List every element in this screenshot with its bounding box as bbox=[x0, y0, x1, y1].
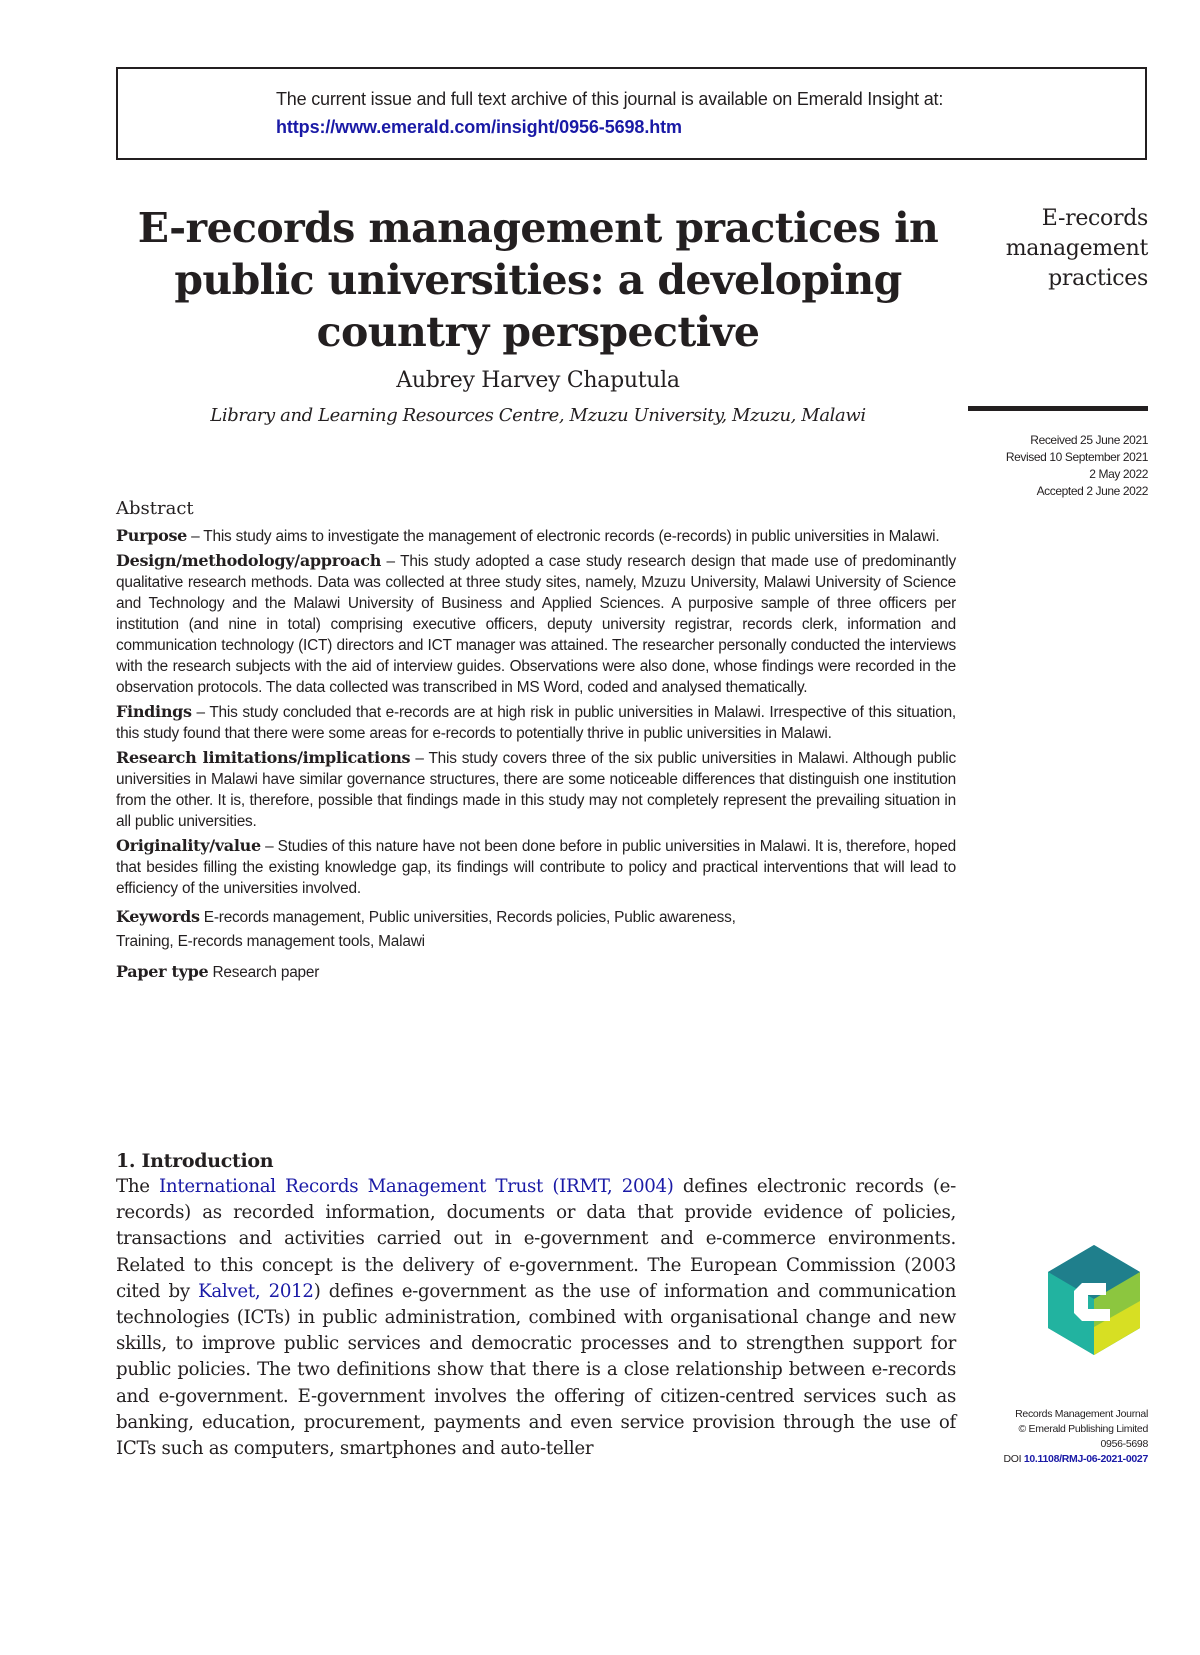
emerald-logo-icon bbox=[1048, 1245, 1140, 1355]
paper-type bbox=[116, 960, 956, 985]
article-dates bbox=[1006, 432, 1148, 500]
archive-url-link[interactable]: https://www.emerald.com/insight/0956-5698.htm bbox=[276, 117, 682, 137]
abstract-text: This study concluded that e-records are at high risk in public universities in Malawi. Irrespective of this situation, this study found that there were some areas for e-records to potentially thrive in public universities in Malawi. bbox=[116, 704, 957, 742]
paper-type-value: Research paper bbox=[212, 964, 320, 981]
article-title: E-records management practices in public universities: a developing country perspective bbox=[137, 204, 939, 356]
abstract-findings: Findings – This study concluded that e-records are at high risk in public universities in Malawi. Irrespective of this situation, this study found that there were some areas for e-records to potentially thrive in public universities in Malawi. bbox=[116, 702, 957, 742]
running-head bbox=[1006, 204, 1148, 294]
date-received: Received 25 June 2021 bbox=[1030, 433, 1148, 447]
introduction-section bbox=[116, 1150, 956, 1462]
abstract-heading: Abstract bbox=[116, 498, 194, 519]
journal-copyright: © Emerald Publishing Limited bbox=[1018, 1423, 1148, 1435]
keywords-label: Keywords bbox=[116, 907, 200, 926]
abstract-originality: Originality/value – Studies of this nature have not been done before in public universities in Malawi. It is, therefore, hoped that besides filling the existing knowledge gap, its findings will contribute to policy and practical interventions that will lead to efficiency of the universities involved. bbox=[116, 836, 956, 897]
abstract-limitations: Research limitations/implications – This study covers three of the six public universities in Malawi. Although public universities in Malawi have similar governance structures, there are some noticeable differences that distinguish one institution from the other. It is, therefore, possible that findings made in this study may not completely represent the prevailing situation in all public universities. bbox=[116, 748, 957, 830]
intro-text: ) defines e-government as the use of information and communication technologies (ICTs) in public administration, combined with organisational change and new skills, to improve public services and democratic processes and to strengthen support for public policies. The two definitions show that there is a close relationship between e-records and e-government. E-government involves the offering of citizen-centred services such as banking, education, procurement, payments and even service provision through the use of ICTs such as computers, smartphones and auto-teller bbox=[116, 1280, 957, 1460]
abstract-label: Design/methodology/approach bbox=[116, 551, 382, 570]
keywords bbox=[116, 905, 956, 954]
abstract-design: Design/methodology/approach – This study adopted a case study research design that made use of predominantly qualitative research methods. Data was collected at three study sites, namely, Mzuzu University, Malawi University of Science and Technology and the Malawi University of Business and Applied Sciences. A purposive sample of three officers per institution (and nine in total) comprising executive officers, deputy university registrar, records clerk, information and communication technology (ICT) directors and ICT manager was attained. The researcher personally conducted the interviews with the research subjects with the aid of interview guides. Observations were also done, whose findings were recorded in the observation protocols. The data collected was transcribed in MS Word, coded and analysed thematically. bbox=[116, 551, 957, 696]
abstract-text: Studies of this nature have not been done before in public universities in Malawi. It is, therefore, hoped that besides filling the existing knowledge gap, its findings will contribute to policy and practical interventions that will lead to efficiency of the universities involved. bbox=[116, 838, 956, 897]
abstract-text: This study aims to investigate the management of electronic records (e-records) in public universities in Malawi. bbox=[203, 528, 940, 545]
date-revised-2: 2 May 2022 bbox=[1089, 467, 1148, 481]
citation-link-kalvet[interactable]: Kalvet, 2012 bbox=[198, 1280, 314, 1302]
keywords-line: E-records management, Public universities, Records policies, Public awareness, bbox=[203, 909, 736, 926]
intro-text: The bbox=[116, 1176, 160, 1197]
archive-notice-text: The current issue and full text archive of this journal is available on Emerald Insight at: bbox=[276, 89, 944, 109]
abstract-label: Findings bbox=[116, 702, 192, 721]
abstract-label: Research limitations/implications bbox=[116, 748, 411, 767]
abstract-text: This study adopted a case study research design that made use of predominantly qualitative research methods. Data was collected at three study sites, namely, Mzuzu University, Malawi University of Science and Technology and the Malawi University of Business and Applied Sciences. A purposive sample of three officers per institution (and nine in total) comprising executive officers, deputy university registrar, records clerk, information and communication technology (ICT) directors and ICT manager was attained. The researcher personally conducted the interviews with the research subjects with the aid of interview guides. Observations were also done, whose findings were recorded in the observation protocols. The data collected was transcribed in MS Word, coded and analysed thematically. bbox=[116, 553, 957, 696]
abstract-section bbox=[116, 498, 956, 985]
abstract-purpose: Purpose – This study aims to investigate the management of electronic records (e-records) in public universities in Malawi. bbox=[116, 526, 940, 545]
journal-issn: 0956-5698 bbox=[1100, 1438, 1148, 1450]
citation-link-irmt[interactable]: International Records Management Trust (IRMT, 2004) bbox=[159, 1176, 674, 1197]
doi-label: DOI bbox=[1003, 1453, 1022, 1465]
introduction-heading: 1. Introduction bbox=[116, 1150, 274, 1172]
keywords-line: Training, E-records management tools, Malawi bbox=[116, 933, 425, 950]
author-affiliation: Library and Learning Resources Centre, Mzuzu University, Mzuzu, Malawi bbox=[210, 405, 866, 426]
introduction-paragraph bbox=[116, 1174, 956, 1462]
journal-info bbox=[1003, 1407, 1148, 1467]
abstract-label: Purpose bbox=[116, 526, 188, 545]
journal-name: Records Management Journal bbox=[1015, 1408, 1148, 1420]
margin-divider bbox=[968, 406, 1148, 411]
running-head-line: management bbox=[1005, 236, 1148, 261]
archive-notice-box bbox=[116, 67, 1147, 160]
intro-text: defines electronic records (e-records) as recorded information, documents or data that provide evidence of policies, transactions and activities carried out in e-government and e-commerce environments. Related to this concept is the delivery of e-government. The European Commission (2003 cited by bbox=[116, 1176, 956, 1302]
running-head-line: practices bbox=[1048, 266, 1148, 291]
journal-doi bbox=[1003, 1452, 1148, 1467]
running-head-line: E-records bbox=[1041, 206, 1148, 231]
paper-type-label: Paper type bbox=[116, 962, 209, 981]
abstract-text: This study covers three of the six public universities in Malawi. Although public universities in Malawi have similar governance structures, there are some noticeable differences that distinguish one institution from the other. It is, therefore, possible that findings made in this study may not completely represent the prevailing situation in all public universities. bbox=[116, 750, 957, 830]
abstract-label: Originality/value bbox=[116, 836, 261, 855]
date-accepted: Accepted 2 June 2022 bbox=[1036, 484, 1148, 498]
date-revised: Revised 10 September 2021 bbox=[1005, 450, 1148, 464]
doi-link[interactable]: 10.1108/RMJ-06-2021-0027 bbox=[1023, 1453, 1148, 1465]
author-name: Aubrey Harvey Chaputula bbox=[396, 368, 680, 393]
